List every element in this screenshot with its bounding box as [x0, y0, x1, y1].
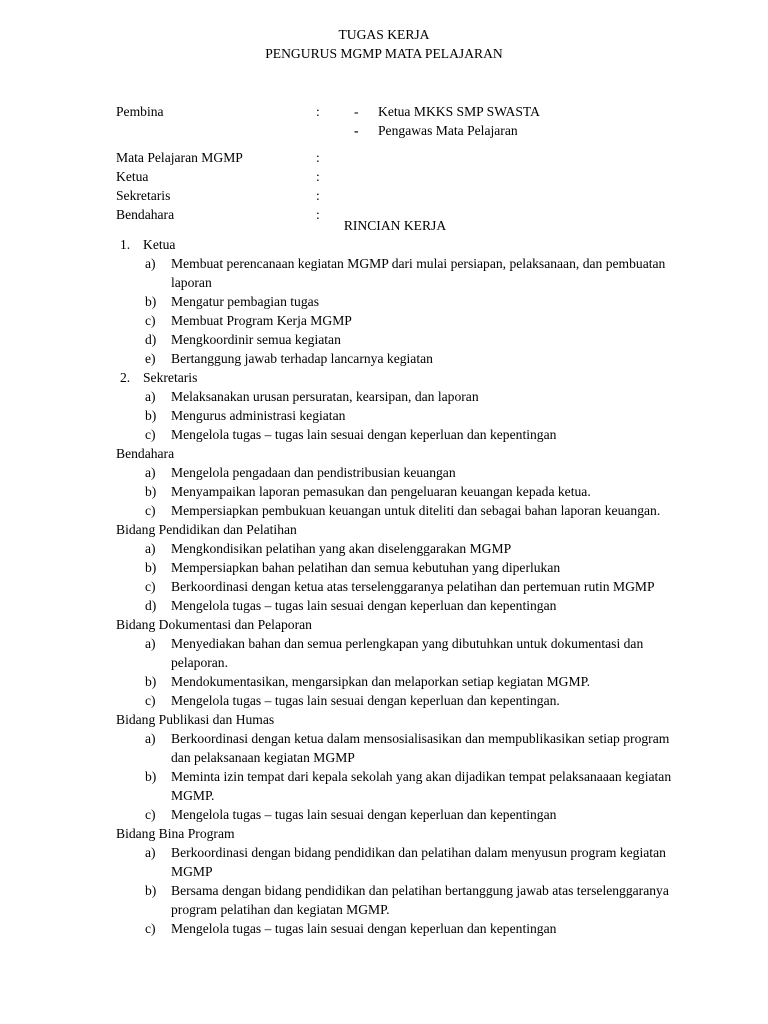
section-items — [116, 843, 676, 938]
document-title: TUGAS KERJA — [338, 27, 430, 42]
info-dash: - — [354, 123, 359, 138]
item-text: Menyediakan bahan dan semua perlengkapan yang dibutuhkan untuk dokumentasi dan pelaporan. — [171, 636, 644, 670]
list-item — [116, 425, 676, 444]
list-item — [116, 881, 676, 919]
info-label: Ketua — [116, 169, 149, 184]
info-label: Sekretaris — [116, 188, 171, 203]
item-letter: a) — [145, 256, 156, 271]
info-row — [116, 167, 716, 186]
item-letter: c) — [145, 807, 156, 822]
info-row — [116, 102, 716, 121]
section-heading — [116, 615, 676, 634]
section-title: Ketua — [143, 237, 176, 252]
item-text: Meminta izin tempat dari kepala sekolah yang akan dijadikan tempat pelaksanaaan kegiatan MGMP. — [171, 769, 672, 803]
item-text: Membuat Program Kerja MGMP — [171, 313, 352, 328]
section-title: Bidang Dokumentasi dan Pelaporan — [116, 617, 312, 632]
item-letter: c) — [145, 693, 156, 708]
item-text: Mengkoordinir semua kegiatan — [171, 332, 341, 347]
document-subtitle: PENGURUS MGMP MATA PELAJARAN — [265, 46, 503, 61]
section-title: Bendahara — [116, 446, 175, 461]
section-items — [116, 387, 676, 444]
list-item — [116, 672, 676, 691]
item-letter: a) — [145, 636, 156, 651]
list-item — [116, 729, 676, 767]
list-item — [116, 311, 676, 330]
section-heading — [116, 824, 676, 843]
item-text: Bersama dengan bidang pendidikan dan pelatihan bertanggung jawab atas terselenggaranya program pelatihan dan kegiatan MGMP. — [171, 883, 669, 917]
item-letter: d) — [145, 598, 157, 613]
list-item — [116, 292, 676, 311]
section-title: Bidang Bina Program — [116, 826, 235, 841]
list-item — [116, 691, 676, 710]
item-text: Mengelola tugas – tugas lain sesuai dengan keperluan dan kepentingan — [171, 598, 557, 613]
section-heading — [116, 710, 676, 729]
list-item — [116, 558, 676, 577]
info-label: Pembina — [116, 104, 164, 119]
section-title: Bidang Pendidikan dan Pelatihan — [116, 522, 297, 537]
section-items — [116, 729, 676, 824]
item-text: Melaksanakan urusan persuratan, kearsipan, dan laporan — [171, 389, 479, 404]
section-heading — [116, 235, 676, 254]
list-item — [116, 501, 676, 520]
section-items — [116, 539, 676, 615]
section-title: Sekretaris — [143, 370, 198, 385]
list-item — [116, 482, 676, 501]
item-letter: a) — [145, 845, 156, 860]
item-letter: b) — [145, 883, 157, 898]
item-text: Berkoordinasi dengan ketua dalam mensosialisasikan dan mempublikasikan setiap program dan pelaksanaan kegiatan MGMP — [171, 731, 670, 765]
item-text: Menyampaikan laporan pemasukan dan pengeluaran keuangan kepada ketua. — [171, 484, 591, 499]
list-item — [116, 330, 676, 349]
item-letter: c) — [145, 313, 156, 328]
info-label: Bendahara — [116, 207, 175, 222]
item-letter: b) — [145, 769, 157, 784]
section-heading — [116, 444, 676, 463]
list-item — [116, 596, 676, 615]
item-text: Mengurus administrasi kegiatan — [171, 408, 346, 423]
item-text: Membuat perencanaan kegiatan MGMP dari mulai persiapan, pelaksanaan, dan pembuatan laporan — [171, 256, 666, 290]
item-text: Mengelola tugas – tugas lain sesuai dengan keperluan dan kepentingan — [171, 807, 557, 822]
item-text: Berkoordinasi dengan ketua atas terselenggaranya pelatihan dan pertemuan rutin MGMP — [171, 579, 655, 594]
item-letter: c) — [145, 921, 156, 936]
list-item — [116, 463, 676, 482]
info-label: Mata Pelajaran MGMP — [116, 150, 243, 165]
item-letter: a) — [145, 541, 156, 556]
item-letter: d) — [145, 332, 157, 347]
info-row — [116, 148, 716, 167]
info-colon: : — [316, 169, 320, 184]
item-letter: c) — [145, 579, 156, 594]
section-heading — [116, 368, 676, 387]
info-gap — [116, 140, 716, 148]
info-colon: : — [316, 188, 320, 203]
info-row — [116, 186, 716, 205]
info-row — [116, 121, 716, 140]
item-text: Mempersiapkan bahan pelatihan dan semua kebutuhan yang diperlukan — [171, 560, 561, 575]
item-text: Bertanggung jawab terhadap lancarnya kegiatan — [171, 351, 433, 366]
rincian-content — [116, 235, 676, 938]
item-letter: e) — [145, 351, 156, 366]
item-letter: b) — [145, 294, 157, 309]
section-items — [116, 634, 676, 710]
item-text: Berkoordinasi dengan bidang pendidikan dan pelatihan dalam menyusun program kegiatan MGMP — [171, 845, 666, 879]
list-item — [116, 919, 676, 938]
list-item — [116, 767, 676, 805]
item-letter: a) — [145, 465, 156, 480]
item-text: Mendokumentasikan, mengarsipkan dan melaporkan setiap kegiatan MGMP. — [171, 674, 591, 689]
info-dash: - — [354, 104, 359, 119]
item-text: Mengelola tugas – tugas lain sesuai dengan keperluan dan kepentingan — [171, 921, 557, 936]
rincian-title: RINCIAN KERJA — [343, 218, 447, 233]
list-item — [116, 539, 676, 558]
item-text: Mengelola pengadaan dan pendistribusian keuangan — [171, 465, 456, 480]
list-item — [116, 843, 676, 881]
info-value: Pengawas Mata Pelajaran — [378, 123, 518, 138]
list-item — [116, 254, 676, 292]
section-items — [116, 254, 676, 368]
item-letter: b) — [145, 560, 157, 575]
info-colon: : — [316, 104, 320, 119]
section-number: 1. — [120, 237, 131, 252]
info-colon: : — [316, 150, 320, 165]
item-text: Mengelola tugas – tugas lain sesuai dengan keperluan dan kepentingan — [171, 427, 557, 442]
item-letter: b) — [145, 484, 157, 499]
info-block — [116, 102, 716, 224]
list-item — [116, 387, 676, 406]
section-items — [116, 463, 676, 520]
section-heading — [116, 520, 676, 539]
item-letter: b) — [145, 408, 157, 423]
info-colon: : — [316, 207, 320, 222]
list-item — [116, 349, 676, 368]
item-text: Mengkondisikan pelatihan yang akan diselenggarakan MGMP — [171, 541, 512, 556]
item-letter: b) — [145, 674, 157, 689]
list-item — [116, 634, 676, 672]
item-text: Mempersiapkan pembukuan keuangan untuk diteliti dan sebagai bahan laporan keuangan. — [171, 503, 661, 518]
item-text: Mengatur pembagian tugas — [171, 294, 319, 309]
item-letter: c) — [145, 427, 156, 442]
list-item — [116, 406, 676, 425]
item-letter: a) — [145, 731, 156, 746]
item-text: Mengelola tugas – tugas lain sesuai dengan keperluan dan kepentingan. — [171, 693, 560, 708]
info-value: Ketua MKKS SMP SWASTA — [378, 104, 540, 119]
list-item — [116, 577, 676, 596]
section-title: Bidang Publikasi dan Humas — [116, 712, 275, 727]
item-letter: a) — [145, 389, 156, 404]
list-item — [116, 805, 676, 824]
item-letter: c) — [145, 503, 156, 518]
section-number: 2. — [120, 370, 131, 385]
